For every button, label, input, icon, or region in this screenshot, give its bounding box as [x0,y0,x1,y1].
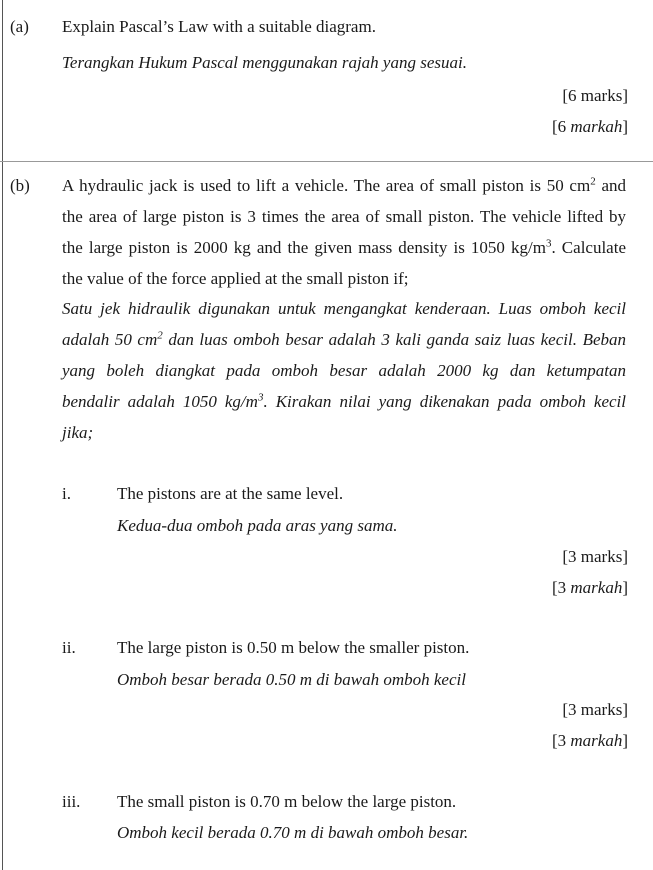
part-b-en-line-2: the area of large piston is 3 times the area of small piston. The vehicle lifted by [62,207,626,226]
part-b-ms-line-1: Satu jek hidraulik digunakan untuk mengangkat kenderaan. Luas omboh kecil [62,299,626,318]
part-b-ms-line-3: yang boleh diangkat pada omboh besar adalah 2000 kg dan ketumpatan [62,361,626,380]
subquestion-iii-ms: Omboh kecil berada 0.70 m di bawah omboh besar. [117,823,469,842]
subquestion-ii-marks-ms: [3 markah] [551,731,628,750]
part-b-label: (b) [10,176,30,195]
part-a-label: (a) [10,17,29,36]
subquestion-i-marks-en: [3 marks] [562,547,628,566]
part-b-en-line-1: A hydraulic jack is used to lift a vehicle. The area of small piston is 50 $cm^2$ and [62,175,626,195]
subquestion-i-marks-ms: [3 markah] [551,578,628,597]
part-b-ms-line-4: bendalir adalah 1050 $kg/m^3$. Kirakan nilai yang dikenakan pada omboh kecil [62,391,626,411]
subquestion-ii-label: ii. [62,638,76,657]
subquestion-iii-en: The small piston is 0.70 m below the large piston. [117,792,457,811]
part-a-question-ms: Terangkan Hukum Pascal menggunakan rajah yang sesuai. [62,53,467,72]
part-b-en-line-4: the value of the force applied at the small piston if; [62,269,409,288]
section-divider [0,161,653,162]
subquestion-ii-ms: Omboh besar berada 0.50 m di bawah omboh kecil [117,670,466,689]
subquestion-i-en: The pistons are at the same level. [117,484,344,503]
part-b-ms-line-5: jika; [62,423,94,442]
part-b-en-line-3: the large piston is 2000 kg and the given mass density is 1050 $kg/m^3$. Calculate [62,237,626,257]
subquestion-ii-marks-en: [3 marks] [562,700,628,719]
subquestion-ii-en: The large piston is 0.50 m below the smaller piston. [117,638,470,657]
subquestion-i-label: i. [62,484,71,503]
part-a-marks-en: [6 marks] [562,86,628,105]
part-b-ms-line-2: adalah 50 $cm^2$ dan luas omboh besar adalah 3 kali ganda saiz luas kecil. Beban [62,329,626,349]
part-a-question-en: Explain Pascal’s Law with a suitable diagram. [62,17,376,36]
left-margin-line [2,0,3,870]
subquestion-i-ms: Kedua-dua omboh pada aras yang sama. [117,516,398,535]
part-a-marks-ms: [6 markah] [551,117,628,136]
subquestion-iii-label: iii. [62,792,81,811]
